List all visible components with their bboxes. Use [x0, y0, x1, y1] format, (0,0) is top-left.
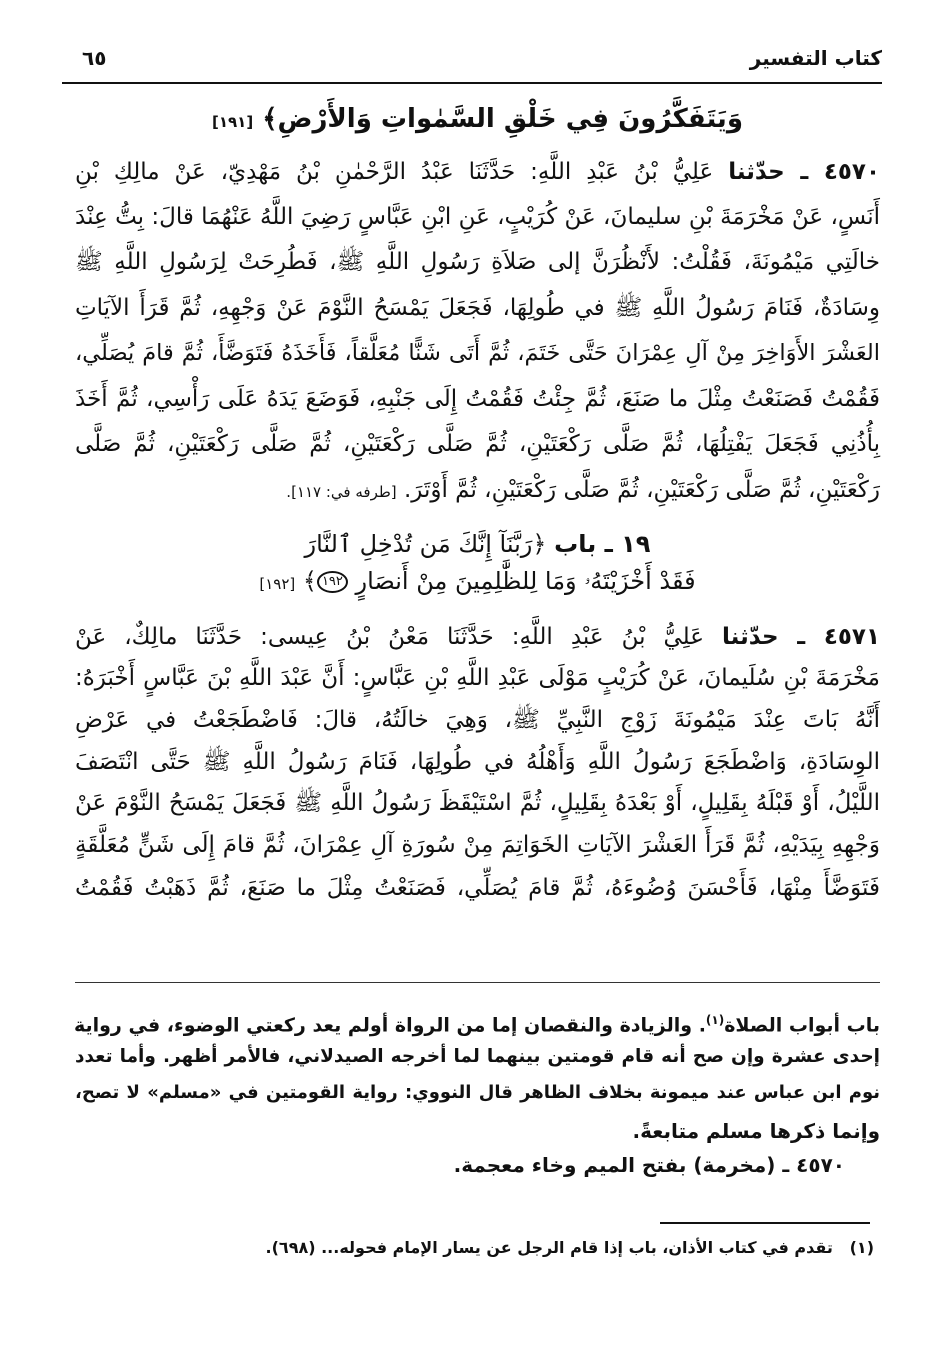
commentary-line: وإنما ذكرها مسلم متابعةً. [632, 1119, 880, 1143]
text-line [75, 470, 880, 510]
commentary-line [75, 1002, 880, 1038]
note-label: ٤٥٧٠ ـ (مخرمة) [693, 1153, 845, 1177]
chapter-verse-1: ﴿رَبَّنَآ إِنَّكَ مَن تُدْخِلِ ٱلنَّارَ [304, 530, 547, 558]
commentary-line: نوم ابن عباس عند ميمونة بخلاف الظاهر قال النووي: رواية القومتين في «مسلم» لا تصح، [75, 1082, 880, 1103]
note-text: بفتح الميم وخاء معجمة. [453, 1153, 687, 1177]
verse-reference: [١٩١] [212, 113, 254, 131]
text-line [75, 152, 880, 192]
line-text: . والزيادة والنقصان إما من الرواة أولم يعد ركعتي الوضوء، في رواية [73, 1014, 706, 1037]
text-line: أَنَّهُ بَاتَ عِنْدَ مَيْمُونَةَ زَوْجِ النَّبِيِّ ﷺ، وَهِيَ خالَتُهُ، قالَ: فَاضْطَجَعْتُ في عَرْضِ [75, 707, 880, 733]
chapter-heading-line-1 [75, 530, 880, 558]
chapter-heading-line-2 [75, 567, 880, 595]
hadith-number: ٤٥٧١ ـ حدّثنا [722, 624, 881, 650]
text-line: خالَتِي مَيْمُونَةَ، فَقُلْتُ: لأَنْظُرَنَّ إلى صَلاَةِ رَسُولِ اللَّهِ ﷺ، فَطُرِحَتْ لِرَسُولِ اللَّهِ ﷺ [75, 249, 880, 275]
text-line: مَخْرَمَةَ بْنِ سُلَيمانَ، عَنْ كُرَيْبٍ مَوْلَى عَبْدِ اللَّهِ بْنِ عَبَّاسٍ: أَنَّ عَبْدَ اللَّهِ بْنَ عَبَّاسٍ أَخْبَرَهُ: [75, 665, 880, 691]
chapter-reference: [١٩٢] [259, 575, 296, 593]
commentary-line: إحدى عشرة وإن صح أنه قام قومتين بينهما لما أخرجه الصيدلاني، فالأمر أظهر. وأما تعدد [75, 1046, 880, 1067]
verse-close-bracket: ﴾ [302, 567, 317, 595]
text-line: وِسَادَةٌ، فَنَامَ رَسُولُ اللَّهِ ﷺ في طُولِهَا، فَجَعَلَ يَمْسَحُ النَّوْمَ عَنْ وَجْهِهِ، ثُمَّ قَرَأَ الآيَاتِ [75, 295, 880, 321]
text-line: أَنَسٍ، عَنْ مَخْرَمَةَ بْنِ سليمانَ، عَنْ كُرَيْبٍ، عَنِ ابْنِ عَبَّاسٍ رَضِيَ اللَّهُ عَنْهُمَا قالَ: بِتُّ عِنْدَ [75, 204, 880, 230]
footnote-divider [660, 1222, 870, 1224]
verse-text: وَيَتَفَكَّرُونَ فِي خَلْقِ السَّمٰواتِ وَالأَرْضِ﴾ [262, 104, 743, 134]
header-divider [62, 82, 882, 84]
line-text: عَلِيُّ بْنُ عَبْدِ اللَّهِ: حَدَّثَنَا مَعْنُ بْنُ عِيسى: حَدَّثَنَا مالِكٌ، عَنْ [75, 624, 705, 650]
line-text: رَكْعَتَيْنِ، ثُمَّ صَلَّى رَكْعَتَيْنِ، ثُمَّ صَلَّى رَكْعَتَيْنِ، ثُمَّ أَوْتَرَ. [403, 477, 880, 503]
text-line: اللَّيْلُ، أَوْ قَبْلَهُ بِقَلِيلٍ، أَوْ بَعْدَهُ بِقَلِيلٍ، ثُمَّ اسْتَيْقَظَ رَسُولُ اللَّهِ ﷺ فَجَعَلَ يَمْسَحُ النَّوْمَ عَنْ [75, 790, 880, 816]
footnote-1 [266, 1238, 874, 1257]
footnote-text: تقدم في كتاب الأذان، باب إذا قام الرجل عن يسار الإمام فحوله... (٦٩٨). [265, 1238, 833, 1257]
line-text: عَلِيُّ بْنُ عَبْدِ اللَّهِ: حَدَّثَنَا عَبْدُ الرَّحْمٰنِ بْنُ مَهْدِيّ، عَنْ مالِكِ بْنِ [75, 159, 714, 185]
chapter-verse-2: فَقَدْ أَخْزَيْتَهُۥ وَمَا لِلظَّٰلِمِينَ مِنْ أَنصَارٍ [355, 567, 696, 595]
chapter-label: ١٩ ـ باب [554, 530, 651, 558]
hadith-number: ٤٥٧٠ ـ حدّثنا [728, 159, 880, 185]
verse-heading [75, 104, 880, 134]
page-number: ٦٥ [82, 46, 107, 70]
commentary-divider [75, 982, 880, 983]
commentary-note-4570 [75, 1147, 845, 1183]
text-line: العَشْرَ الأَوَاخِرَ مِنْ آلِ عِمْرَانَ حَتَّى خَتَمَ، ثُمَّ أَتَى شَنًّا مُعَلَّقاً، فَأَخَذَهُ فَتَوَضَّأَ، ثُمَّ قامَ يُصَلِّي، [75, 340, 880, 366]
text-line: الوِسَادَةِ، وَاضْطَجَعَ رَسُولُ اللَّهِ وَأَهْلُهُ في طُولِهَا، فَنَامَ رَسُولُ اللَّهِ ﷺ حَتَّى انْتَصَفَ [75, 749, 880, 775]
text-line [75, 617, 880, 657]
ayah-number-marker: ١٩٢ [317, 571, 348, 593]
running-header-title: كتاب التفسير [749, 46, 882, 70]
text-line: فَقُمْتُ فَصَنَعْتُ مِثْلَ ما صَنَعَ، ثُمَّ جِئْتُ فَقُمْتُ إِلَى جَنْبِهِ، فَوَضَعَ يَدَهُ عَلَى رَأْسِي، ثُمَّ أَخَذَ [75, 386, 880, 412]
text-line: وَجْهِهِ بِيَدَيْهِ، ثُمَّ قَرَأَ العَشْرَ الآيَاتِ الخَوَاتِمَ مِنْ سُورَةِ آلِ عِمْرَانَ، ثُمَّ قامَ إِلَى شَنٍّ مُعَلَّقَةٍ [75, 832, 880, 858]
footnote-ref[interactable]: (١) [705, 1013, 725, 1027]
cross-reference: [طرفه في: ١١٧]. [286, 483, 397, 501]
text-line: بِأُذُنِي فَجَعَلَ يَفْتِلُهَا، ثُمَّ صَلَّى رَكْعَتَيْنِ، ثُمَّ صَلَّى رَكْعَتَيْنِ، ثُمَّ صَلَّى رَكْعَتَيْنِ، ثُمَّ صَلَّى [75, 431, 880, 457]
line-text: باب أبواب الصلاة [724, 1014, 880, 1037]
footnote-marker: (١) [849, 1238, 874, 1257]
text-line: فَتَوَضَّأَ مِنْهَا، فَأَحْسَنَ وُضُوءَهُ، ثُمَّ قامَ يُصَلِّي، فَصَنَعْتُ مِثْلَ ما صَنَعَ، ثُمَّ ذَهَبْتُ فَقُمْتُ [75, 875, 880, 901]
